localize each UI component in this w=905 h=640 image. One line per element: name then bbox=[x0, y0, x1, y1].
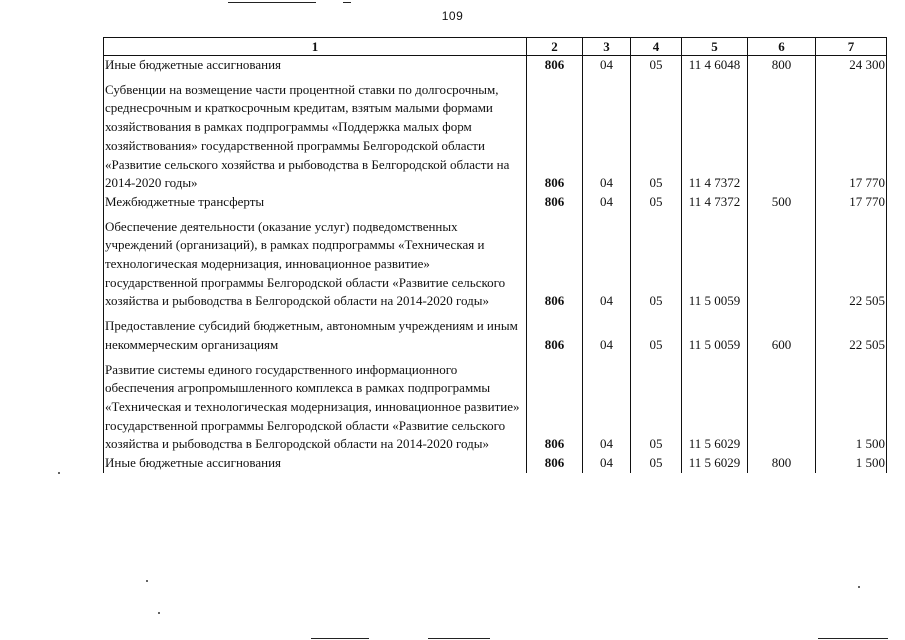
row-code: 806 bbox=[527, 75, 583, 193]
row-code: 806 bbox=[527, 355, 583, 455]
row-code: 806 bbox=[527, 212, 583, 312]
row-name: Субвенции на возмещение части процентной ставки по долгосрочным, среднесрочным и краткосрочным кредитам, взятым малыми формами хозяйствования в рамках подпрограммы «Поддержка малых форм хозяйствования» государственной программы Белгородской области «Развитие сельского хозяйства и рыбоводства в Белгородской области на 2014-2020 годы» bbox=[104, 75, 527, 193]
row-section: 04 bbox=[583, 75, 631, 193]
row-expense-type: 800 bbox=[748, 454, 816, 473]
column-header: 5 bbox=[682, 38, 748, 56]
row-section: 04 bbox=[583, 212, 631, 312]
row-target: 11 5 0059 bbox=[682, 311, 748, 354]
scan-mark-bottom-2 bbox=[428, 638, 490, 639]
row-target: 11 4 7372 bbox=[682, 193, 748, 212]
column-header: 3 bbox=[583, 38, 631, 56]
scan-mark-top bbox=[228, 2, 316, 3]
row-name: Обеспечение деятельности (оказание услуг) подведомственных учреждений (организаций), в рамках подпрограммы «Техническая и технологическая модернизация, инновационное развитие» государственной программы Белгородской области «Развитие сельского хозяйства и рыбоводства в Белгородской области на 2014-2020 годы» bbox=[104, 212, 527, 312]
scan-mark-top-2 bbox=[343, 2, 351, 3]
row-section: 04 bbox=[583, 193, 631, 212]
row-amount: 1 500 bbox=[816, 454, 887, 473]
row-amount: 17 770 bbox=[816, 75, 887, 193]
row-name: Предоставление субсидий бюджетным, автономным учреждениям и иным некоммерческим организациям bbox=[104, 311, 527, 354]
row-section: 04 bbox=[583, 56, 631, 75]
row-section: 04 bbox=[583, 454, 631, 473]
row-expense-type bbox=[748, 355, 816, 455]
row-expense-type bbox=[748, 75, 816, 193]
row-subsection: 05 bbox=[631, 56, 682, 75]
row-code: 806 bbox=[527, 56, 583, 75]
column-header: 6 bbox=[748, 38, 816, 56]
column-header: 4 bbox=[631, 38, 682, 56]
row-amount: 24 300 bbox=[816, 56, 887, 75]
table-row bbox=[104, 311, 887, 354]
row-subsection: 05 bbox=[631, 311, 682, 354]
page-number: 109 bbox=[441, 9, 464, 23]
row-expense-type: 800 bbox=[748, 56, 816, 75]
row-code: 806 bbox=[527, 193, 583, 212]
table-row bbox=[104, 212, 887, 312]
row-subsection: 05 bbox=[631, 212, 682, 312]
table-row bbox=[104, 75, 887, 193]
row-section: 04 bbox=[583, 311, 631, 354]
row-code: 806 bbox=[527, 311, 583, 354]
row-expense-type bbox=[748, 212, 816, 312]
scan-mark-bottom-3 bbox=[818, 638, 888, 639]
row-name: Иные бюджетные ассигнования bbox=[104, 454, 527, 473]
row-name: Иные бюджетные ассигнования bbox=[104, 56, 527, 75]
scan-mark-bottom-1 bbox=[311, 638, 369, 639]
table-row bbox=[104, 355, 887, 455]
row-name: Межбюджетные трансферты bbox=[104, 193, 527, 212]
row-expense-type: 500 bbox=[748, 193, 816, 212]
table-row bbox=[104, 56, 887, 75]
row-subsection: 05 bbox=[631, 75, 682, 193]
row-code: 806 bbox=[527, 454, 583, 473]
row-section: 04 bbox=[583, 355, 631, 455]
row-amount: 1 500 bbox=[816, 355, 887, 455]
column-header: 1 bbox=[104, 38, 527, 56]
row-expense-type: 600 bbox=[748, 311, 816, 354]
scan-dot bbox=[58, 472, 60, 474]
column-header: 2 bbox=[527, 38, 583, 56]
scan-dot bbox=[146, 580, 148, 582]
row-amount: 22 505 bbox=[816, 212, 887, 312]
row-target: 11 5 6029 bbox=[682, 454, 748, 473]
row-target: 11 4 6048 bbox=[682, 56, 748, 75]
row-subsection: 05 bbox=[631, 193, 682, 212]
table-row bbox=[104, 193, 887, 212]
scan-dot bbox=[858, 586, 860, 588]
column-header: 7 bbox=[816, 38, 887, 56]
budget-table bbox=[103, 37, 887, 473]
row-subsection: 05 bbox=[631, 355, 682, 455]
row-subsection: 05 bbox=[631, 454, 682, 473]
row-name: Развитие системы единого государственного информационного обеспечения агропромышленного комплекса в рамках подпрограммы «Техническая и технологическая модернизация, инновационное развитие» государственной программы Белгородской области «Развитие сельского хозяйства и рыбоводства в Белгородской области на 2014-2020 годы» bbox=[104, 355, 527, 455]
scan-dot bbox=[158, 612, 160, 614]
row-target: 11 5 6029 bbox=[682, 355, 748, 455]
row-target: 11 5 0059 bbox=[682, 212, 748, 312]
table-row bbox=[104, 454, 887, 473]
row-amount: 17 770 bbox=[816, 193, 887, 212]
row-target: 11 4 7372 bbox=[682, 75, 748, 193]
table-header-row bbox=[104, 38, 887, 56]
row-amount: 22 505 bbox=[816, 311, 887, 354]
